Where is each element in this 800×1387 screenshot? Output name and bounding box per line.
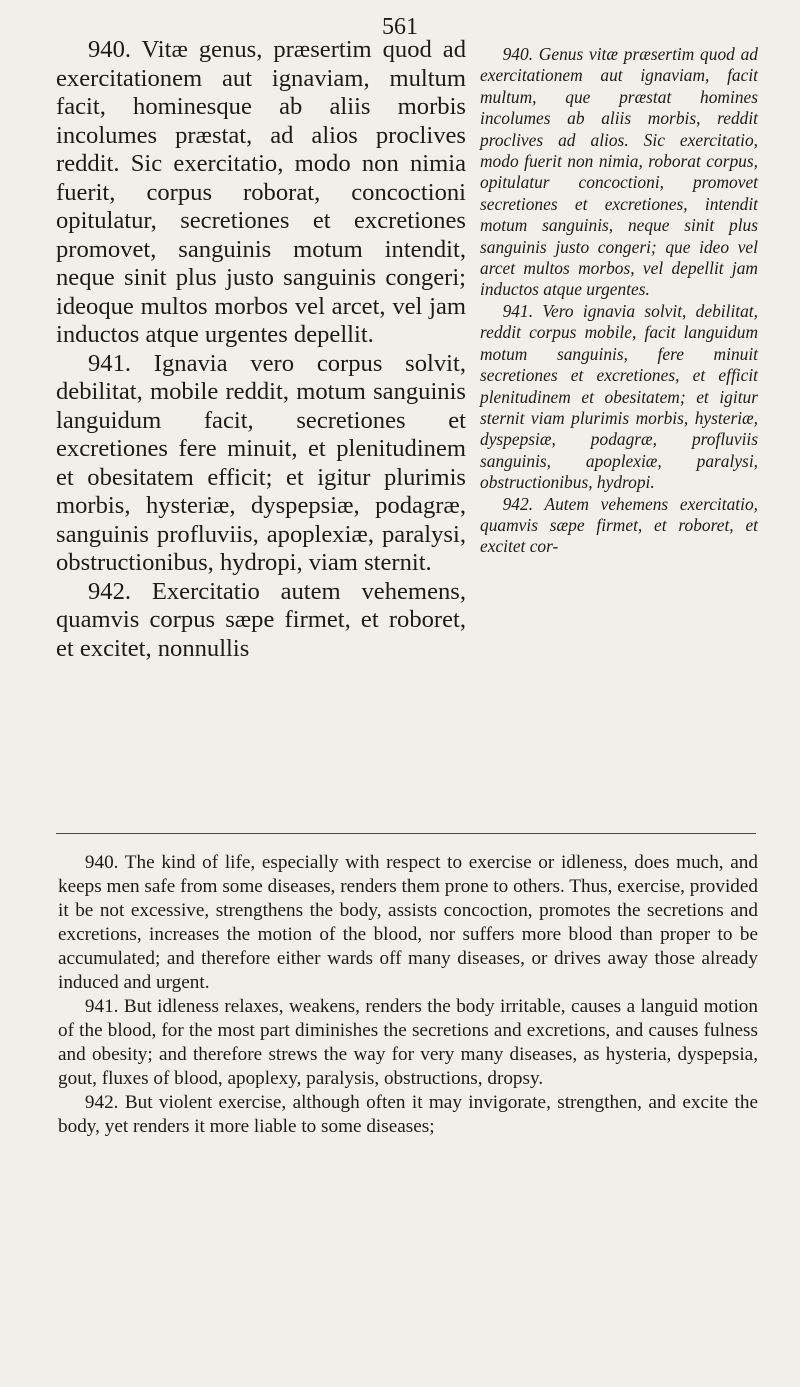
page-number: 561 xyxy=(382,14,418,40)
latin-paragraph-942: 942. Exercitatio autem vehemens, quamvis corpus sæpe firmet, et roboret, et excitet, nonnullis xyxy=(56,577,466,662)
english-paragraph-940: 940. The kind of life, especially with respect to exercise or idleness, does much, and keeps men safe from some diseases, renders them prone to others. Thus, exercise, provided it be not excessive, strengthens the body, assists concoction, promotes the secretions and excretions, increases the motion of the blood, nor suffers more blood than proper to be accumulated; and therefore either wards off many diseases, or drives away those already induced and urgent. xyxy=(58,852,758,993)
interlinear-paragraph-941: 941. Vero ignavia solvit, debilitat, reddit corpus mobile, facit languidum motum sanguinis, fere minuit secretiones et excretiones, et efficit plenitudinem et obesitatem; et igitur sternit viam plurimis morbis, hysteriæ, dyspepsiæ, podagræ, profluviis sanguinis, apoplexiæ, paralysi, obstructionibus, hydropi. xyxy=(480,300,758,493)
latin-paragraph-941: 941. Ignavia vero corpus solvit, debilitat, mobile reddit, motum sanguinis languidum facit, secretiones et excretiones fere minuit, et plenitudinem et obesitatem efficit; et igitur plurimis morbis, hysteriæ, dyspepsiæ, podagræ, sanguinis profluviis, apoplexiæ, paralysi, obstructionibus, hydropi, viam sternit. xyxy=(56,349,466,576)
interlinear-paragraph-942: 942. Autem vehemens exercitatio, quamvis sæpe firmet, et roboret, et excitet cor- xyxy=(480,493,758,557)
latin-text-column xyxy=(56,36,466,663)
english-translation xyxy=(58,851,758,1139)
interlinear-text-column xyxy=(480,44,758,558)
interlinear-paragraph-940: 940. Genus vitæ præsertim quod ad exercitationem aut ignaviam, facit multum, que præstat homines incolumes ab aliis morbis, reddit proclives ad alios. Sic exercitatio, modo fuerit non nimia, roborat corpus, opitulatur concoctioni, promovet secretiones et excretiones, intendit motum sanguinis, neque sinit plus sanguinis justo congeri; que ideo vel arcet multos morbos, vel depellit jam inductos atque urgentes. xyxy=(480,44,758,300)
latin-paragraph-940: 940. Vitæ genus, præsertim quod ad exercitationem aut ignaviam, multum facit, hominesque ab aliis morbis incolumes præstat, ad alios proclives reddit. Sic exercitatio, modo non nimia fuerit, corpus roborat, concoctioni opitulatur, secretiones et excretiones promovet, sanguinis motum intendit, neque sinit plus justo sanguinis congeri; ideoque multos morbos vel arcet, vel jam inductos atque urgentes depellit. xyxy=(56,36,466,348)
english-paragraph-941: 941. But idleness relaxes, weakens, renders the body irritable, causes a languid motion of the blood, for the most part diminishes the secretions and excretions, and causes fulness and obesity; and therefore strews the way for very many diseases, as hysteria, dyspepsia, gout, fluxes of blood, apoplexy, paralysis, obstructions, dropsy. xyxy=(58,996,758,1089)
english-paragraph-942: 942. But violent exercise, although often it may invigorate, strengthen, and excite the body, yet renders it more liable to some diseases; xyxy=(58,1092,758,1137)
section-divider xyxy=(56,833,756,834)
